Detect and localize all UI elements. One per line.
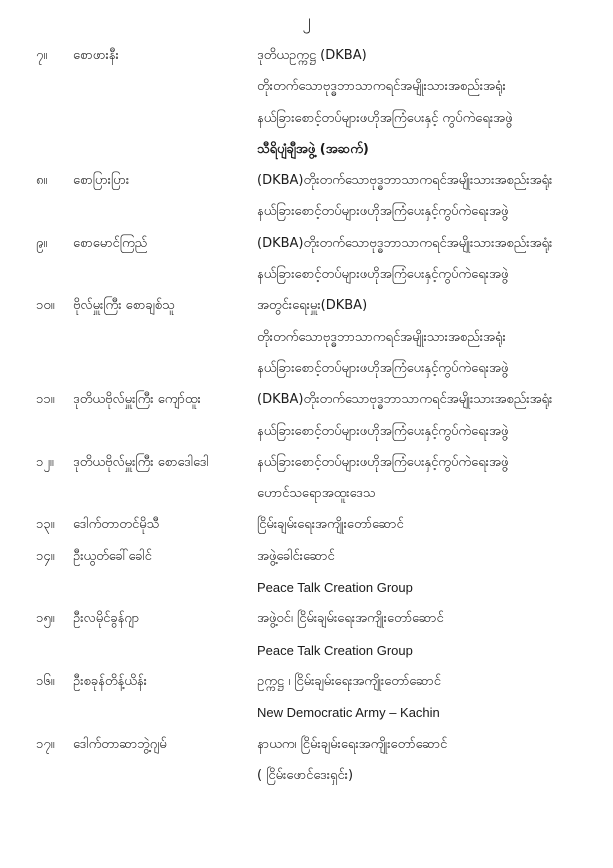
participant-list	[0, 40, 613, 791]
entry-name: ဒေါက်တာဆာဘွဲ့ဂျမ်	[73, 736, 167, 752]
list-item-line	[0, 40, 613, 71]
list-item-line	[0, 603, 613, 634]
entry-name: စောမောင်ကြည်	[73, 235, 148, 251]
entry-number: ၉။	[36, 235, 48, 251]
entry-name: ဦးစခုန်တိန့်ယိန်း	[73, 673, 147, 689]
entry-number: ၁၀။	[36, 298, 55, 314]
entry-number: ၇။	[36, 48, 48, 63]
list-item-line	[0, 760, 613, 791]
entry-number: ၁၄။	[36, 548, 55, 564]
entry-description: ဟောင်သရောအထူးဒေသ	[257, 486, 376, 502]
entry-number: ၁၁။	[36, 392, 55, 408]
list-item-line	[0, 729, 613, 760]
list-item	[0, 384, 613, 447]
entry-name: ဗိုလ်မှူးကြီး စောချစ်သူ	[73, 298, 175, 314]
list-item-line	[0, 322, 613, 353]
entry-name: ဦးယွတ်ခေါ်ခေါင်	[73, 548, 152, 564]
entry-name: စောပြားပြား	[73, 173, 130, 189]
entry-description: နယ်ခြားစောင့်တပ်များဖဟိုအကြံပေးနှင့်ကွပ်ကဲရေးအဖွဲ့	[257, 360, 509, 376]
entry-description: (DKBA)တိုးတက်သောဗုဒ္ဓဘာသာကရင်အမျိုးသားအစည်းအရုံး	[257, 235, 553, 251]
list-item-line	[0, 353, 613, 384]
entry-description: နယ်ခြားစောင့်တပ်များဖဟိုအကြံပေးနှင့်ကွပ်ကဲရေးအဖွဲ့	[257, 267, 509, 283]
entry-name: ဒေါက်တာတင်မိုသီ	[73, 517, 160, 533]
list-item-line	[0, 228, 613, 259]
entry-description: နယ်ခြားစောင့်တပ်များဖဟိုအကြံပေးနှင့်ကွပ်ကဲရေးအဖွဲ့	[257, 454, 509, 470]
entry-name: စောဖားနီး	[73, 48, 119, 63]
entry-number: ၁၂။	[36, 454, 54, 470]
page-number: ၂	[302, 11, 311, 31]
list-item-line	[0, 259, 613, 290]
entry-description: နယ်ခြားစောင့်တပ်များဖဟိုအကြံပေးနှင့် ကွပ်ကဲရေးအဖွဲ့	[257, 110, 513, 126]
list-item-line	[0, 697, 613, 728]
entry-number: ၁၃။	[36, 517, 55, 533]
list-item-line	[0, 71, 613, 102]
list-item-line	[0, 134, 613, 165]
entry-description: ( ငြိမ်းဖောင်ဒေးရှင်း)	[257, 767, 354, 783]
entry-description: ဥက္ကဋ္ဌ ၊ ငြိမ်းချမ်းရေးအကျိုးတော်ဆောင်	[257, 673, 441, 689]
list-item	[0, 603, 613, 666]
list-item-line	[0, 290, 613, 321]
list-item	[0, 165, 613, 228]
entry-name: ဒုတိယဗိုလ်မှူးကြီး ကျော်ထူး	[73, 392, 201, 408]
entry-description: (DKBA)တိုးတက်သောဗုဒ္ဓဘာသာကရင်အမျိုးသားအစည်းအရုံး	[257, 392, 553, 408]
entry-description: ဒုတိယဥက္ကဋ္ဌ (DKBA)	[257, 48, 367, 63]
list-item	[0, 290, 613, 384]
list-item-line	[0, 541, 613, 572]
entry-number: ၁၅။	[36, 611, 55, 627]
list-item-line	[0, 509, 613, 540]
entry-description: အဖွဲ့ခေါင်းဆောင်	[257, 548, 335, 564]
list-item-line	[0, 447, 613, 478]
entry-description: နယ်ခြားစောင့်တပ်များဖဟိုအကြံပေးနှင့်ကွပ်ကဲရေးအဖွဲ့	[257, 204, 509, 220]
entry-description: Peace Talk Creation Group	[257, 642, 413, 658]
entry-number: ၁၇။	[36, 736, 55, 752]
entry-number: ၁၆။	[36, 673, 55, 689]
list-item	[0, 541, 613, 604]
entry-description: အတွင်းရေးမှူး(DKBA)	[257, 298, 368, 314]
list-item-line	[0, 103, 613, 134]
entry-description: သီရိပျံချီအဖွဲ့ (အဆက်)	[257, 141, 369, 157]
list-item	[0, 509, 613, 540]
list-item-line	[0, 384, 613, 415]
list-item-line	[0, 196, 613, 227]
entry-description: တိုးတက်သောဗုဒ္ဓဘာသာကရင်အမျိုးသားအစည်းအရုံး	[257, 79, 506, 95]
list-item-line	[0, 666, 613, 697]
entry-description: New Democratic Army – Kachin	[257, 705, 440, 721]
list-item	[0, 228, 613, 291]
list-item-line	[0, 165, 613, 196]
entry-description: တိုးတက်သောဗုဒ္ဓဘာသာကရင်အမျိုးသားအစည်းအရုံး	[257, 329, 506, 345]
list-item	[0, 729, 613, 792]
entry-description: ငြိမ်းချမ်းရေးအကျိုးတော်ဆောင်	[257, 517, 404, 533]
list-item-line	[0, 635, 613, 666]
list-item	[0, 40, 613, 165]
list-item-line	[0, 478, 613, 509]
entry-name: ဒုတိယဗိုလ်မှူးကြီး စောဒေါဒေါ	[73, 454, 209, 470]
entry-name: ဦးလမိုင်ခွန်ဂျာ	[73, 611, 140, 627]
entry-description: (DKBA)တိုးတက်သောဗုဒ္ဓဘာသာကရင်အမျိုးသားအစည်းအရုံး	[257, 173, 553, 189]
entry-description: နာယက၊ ငြိမ်းချမ်းရေးအကျိုးတော်ဆောင်	[257, 736, 448, 752]
entry-description: အဖွဲ့ဝင်၊ ငြိမ်းချမ်းရေးအကျိုးတော်ဆောင်	[257, 611, 444, 627]
list-item-line	[0, 416, 613, 447]
list-item	[0, 666, 613, 729]
list-item-line	[0, 572, 613, 603]
list-item	[0, 447, 613, 510]
entry-description: နယ်ခြားစောင့်တပ်များဖဟိုအကြံပေးနှင့်ကွပ်ကဲရေးအဖွဲ့	[257, 423, 509, 439]
entry-description: Peace Talk Creation Group	[257, 580, 413, 596]
entry-number: ၈။	[36, 173, 48, 189]
